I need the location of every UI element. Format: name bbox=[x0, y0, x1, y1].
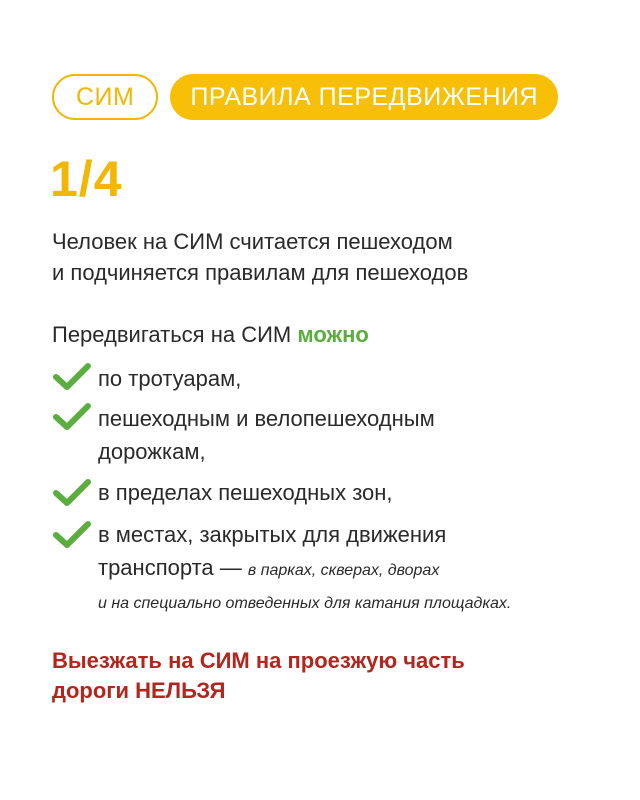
allowed-item-4-line-2 bbox=[98, 551, 511, 587]
forbidden-line-1: Выезжать на СИМ на проезжую часть bbox=[52, 648, 465, 673]
allowed-title bbox=[52, 321, 369, 349]
check-icon bbox=[52, 362, 92, 392]
allowed-highlight: можно bbox=[297, 322, 369, 347]
allowed-item-2-text bbox=[98, 402, 435, 468]
allowed-item-3-text bbox=[98, 476, 393, 509]
allowed-item-4-line-1: в местах, закрытых для движения bbox=[98, 522, 447, 547]
allowed-item-4-note: в парках, скверах, дворах bbox=[247, 562, 440, 579]
tag-rules: ПРАВИЛА ПЕРЕДВИЖЕНИЯ bbox=[170, 74, 558, 120]
check-icon bbox=[52, 478, 92, 508]
forbidden-text bbox=[52, 646, 465, 706]
allowed-title-prefix: Передвигаться на СИМ bbox=[52, 322, 298, 347]
allowed-item-3-line-1: в пределах пешеходных зон, bbox=[98, 480, 393, 505]
allowed-item-4-note-line-2: и на специально отведенных для катания площадках. bbox=[98, 595, 512, 612]
allowed-item-1-text bbox=[98, 362, 241, 395]
tag-sim: СИМ bbox=[52, 74, 158, 120]
allowed-item-2-line-2: дорожкам, bbox=[98, 439, 206, 464]
check-icon bbox=[52, 402, 92, 432]
intro-text bbox=[52, 226, 612, 288]
header-tags bbox=[52, 74, 558, 120]
allowed-item-4-dash: — bbox=[213, 555, 248, 580]
intro-line-1: Человек на СИМ считается пешеходом bbox=[52, 229, 453, 254]
allowed-item-2-line-1: пешеходным и велопешеходным bbox=[98, 406, 435, 431]
intro-line-2: и подчиняется правилам для пешеходов bbox=[52, 260, 469, 285]
page-counter: 1/4 bbox=[50, 151, 123, 207]
allowed-item-1-line-1: по тротуарам, bbox=[98, 366, 242, 391]
allowed-item-4-main: транспорта bbox=[98, 555, 214, 580]
check-icon bbox=[52, 520, 92, 550]
forbidden-line-2: дороги НЕЛЬЗЯ bbox=[52, 678, 226, 703]
allowed-item-4-text bbox=[98, 518, 511, 620]
